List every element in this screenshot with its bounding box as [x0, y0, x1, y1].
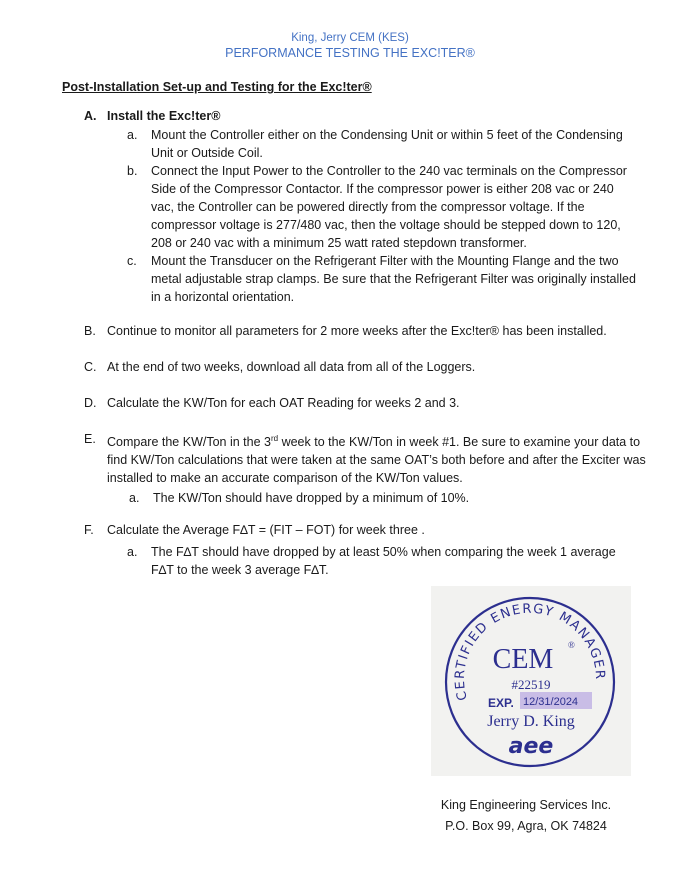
- item-e-text: Compare the KW/Ton in the 3rd week to the KW/Ton in week #1. Be sure to examine your data to find KW/Ton calculations that were taken at the same OAT’s both before and after the Exciter was installed to make an accurate comparison of the KW/Ton values.: [107, 434, 646, 486]
- list-item: [127, 252, 654, 306]
- stamp-logo: aee: [508, 734, 554, 759]
- svg-text:®: ®: [568, 640, 575, 650]
- stamp-number: #22519: [511, 677, 551, 692]
- item-a-label: A.: [84, 109, 97, 123]
- item-a: [84, 107, 654, 306]
- footer-company: King Engineering Services Inc.: [440, 798, 612, 812]
- stamp-exp-label: EXP.: [488, 696, 514, 710]
- sub-item-label: c.: [127, 254, 137, 268]
- item-f-label: F.: [84, 523, 94, 537]
- sub-item-text: Mount the Transducer on the Refrigerant Filter with the Mounting Flange and the two metal adjustable strap clamps. Be sure that the Refrigerant Filter was originally installed in a horizontal orientation.: [151, 254, 636, 304]
- item-a-heading: Install the Exc!ter®: [107, 109, 221, 123]
- item-b-label: B.: [84, 324, 96, 338]
- sub-item-label: b.: [127, 164, 138, 178]
- item-c: [84, 358, 654, 376]
- item-b: [84, 322, 654, 340]
- item-f: [84, 521, 654, 579]
- header-author: King, Jerry CEM (KES): [291, 32, 409, 44]
- header-title: PERFORMANCE TESTING THE EXC!TER®: [225, 46, 475, 60]
- sub-item-label: a.: [127, 128, 138, 142]
- list-item: [129, 489, 654, 507]
- list-item: [127, 126, 654, 162]
- section-title: Post-Installation Set-up and Testing for the Exc!ter®: [62, 80, 372, 94]
- item-e: [84, 430, 654, 507]
- stamp-name: Jerry D. King: [487, 713, 575, 730]
- item-f-text: Calculate the Average F∆T = (FIT – FOT) for week three .: [107, 523, 425, 537]
- list-item: [127, 162, 654, 252]
- sub-item-text: Connect the Input Power to the Controller to the 240 vac terminals on the Compressor Side of the Compressor Contactor. If the compressor power is either 208 vac or 240 vac, the Controller can be powered directly from the compressor voltage. If the compressor voltage is 277/480 vac, then the voltage should be stepped down to 120, 208 or 240 vac with a minimum 25 watt rated stepdown transformer.: [151, 164, 627, 250]
- footer-address: P.O. Box 99, Agra, OK 74824: [445, 819, 607, 833]
- cem-stamp-image: [431, 586, 631, 776]
- stamp-cem: CEM: [492, 644, 554, 675]
- company-footer: [420, 795, 632, 837]
- page-header: [0, 31, 700, 61]
- stamp-ring-text: CERTIFIED ENERGY MANAGER: [452, 601, 608, 702]
- stamp-exp-date: 12/31/2024: [523, 696, 579, 708]
- sub-item-text: The KW/Ton should have dropped by a minimum of 10%.: [153, 491, 470, 506]
- item-d-label: D.: [84, 396, 97, 410]
- item-c-text: At the end of two weeks, download all data from all of the Loggers.: [107, 360, 476, 374]
- item-b-text: Continue to monitor all parameters for 2 more weeks after the Exc!ter® has been installed.: [107, 324, 607, 338]
- sub-item-text: Mount the Controller either on the Condensing Unit or within 5 feet of the Condensing Unit or Outside Coil.: [151, 128, 623, 160]
- item-d-text: Calculate the KW/Ton for each OAT Reading for weeks 2 and 3.: [107, 396, 460, 410]
- sub-item-label: a.: [127, 545, 138, 559]
- item-d: [84, 394, 654, 412]
- item-a-sublist: [127, 126, 654, 306]
- cem-seal-icon: [431, 586, 631, 776]
- sub-item-text: The F∆T should have dropped by at least 50% when comparing the week 1 average F∆T to the week 3 average F∆T.: [151, 545, 616, 577]
- sub-item-label: a.: [129, 491, 140, 506]
- item-c-label: C.: [84, 360, 97, 374]
- item-e-label: E.: [84, 432, 96, 446]
- list-item: [127, 543, 654, 579]
